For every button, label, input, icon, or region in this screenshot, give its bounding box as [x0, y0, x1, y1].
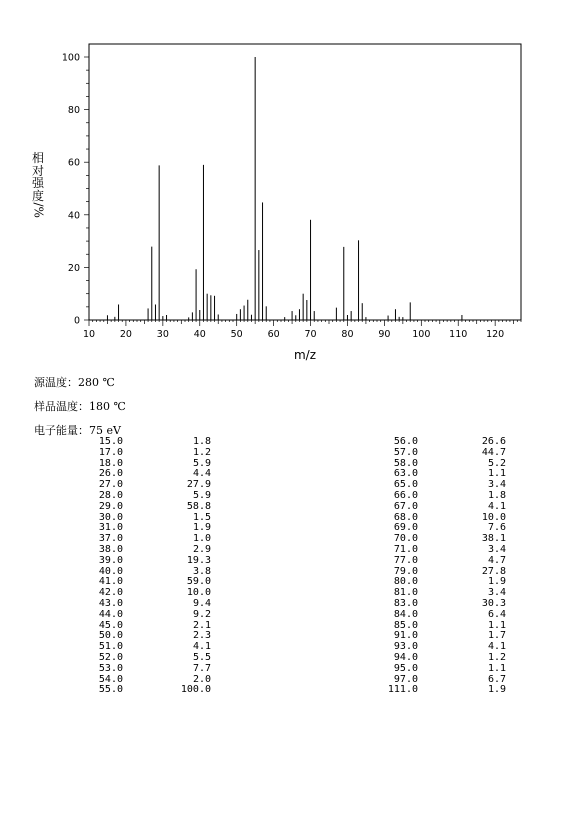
peak-mz-value: 68.0 [393, 511, 418, 523]
plot-frame [89, 44, 521, 320]
peak-intensity-value: 2.3 [192, 630, 211, 642]
peak-mz-value: 66.0 [393, 489, 418, 501]
y-axis-label-unit: /% [31, 202, 46, 218]
peak-mz-value: 42.0 [98, 587, 123, 599]
peak-mz-value: 56.0 [393, 436, 418, 447]
peak-intensity-value: 100.0 [180, 684, 211, 696]
peak-table-row [380, 685, 506, 696]
electron-energy: 电子能量：75 eV [34, 424, 121, 437]
x-tick-label: 80 [341, 329, 354, 340]
peak-mz-value: 71.0 [393, 543, 418, 555]
peak-mz-value: 41.0 [98, 576, 123, 588]
peak-mz-value: 51.0 [98, 641, 123, 653]
peak-mz-value: 93.0 [393, 641, 418, 653]
peak-mz-value: 91.0 [393, 630, 418, 642]
peak-intensity-value: 1.8 [487, 489, 506, 501]
peak-intensity-value: 7.7 [192, 662, 211, 674]
peak-intensity-value: 58.8 [186, 500, 211, 512]
x-tick-label: 90 [378, 329, 391, 340]
peak-table-row [380, 556, 506, 567]
peak-intensity-value: 27.9 [186, 479, 211, 491]
peak-mz-value: 15.0 [98, 436, 123, 447]
peak-intensity-value: 1.0 [192, 533, 211, 545]
peak-mz-value: 94.0 [393, 651, 418, 663]
source-temperature: 源温度：280 ℃ [34, 376, 115, 389]
peak-table-right [380, 437, 506, 696]
peak-mz-value: 54.0 [98, 673, 123, 685]
peak-intensity-value: 1.9 [487, 576, 506, 588]
peak-intensity-value: 5.9 [192, 457, 211, 469]
peak-mz-value: 29.0 [98, 500, 123, 512]
peak-intensity-value: 19.3 [186, 554, 211, 566]
peak-mz-value: 38.0 [98, 543, 123, 555]
peak-intensity-value: 38.1 [481, 533, 506, 545]
peak-mz-value: 70.0 [393, 533, 418, 545]
peak-mz-value: 55.0 [98, 684, 123, 696]
peak-intensity-value: 3.4 [487, 543, 506, 555]
y-tick-label: 100 [61, 52, 80, 64]
peak-intensity-value: 1.1 [487, 468, 506, 480]
y-axis-label-char-1: 相 [31, 151, 44, 165]
peak-intensity-value: 1.8 [192, 436, 211, 447]
peak-mz-value: 44.0 [98, 608, 123, 620]
y-tick-label: 80 [67, 105, 80, 117]
peak-table-row [380, 664, 506, 675]
peak-table-row [85, 664, 211, 675]
peak-intensity-value: 1.2 [487, 651, 506, 663]
peak-mz-value: 77.0 [393, 554, 418, 566]
x-tick-label: 10 [82, 329, 96, 340]
sample-temperature: 样品温度：180 ℃ [34, 400, 126, 413]
peak-intensity-value: 10.0 [186, 587, 211, 599]
peak-intensity-value: 1.5 [192, 511, 211, 523]
peak-intensity-value: 7.6 [487, 522, 506, 534]
x-tick-label: 60 [267, 329, 280, 340]
peak-mz-value: 81.0 [393, 587, 418, 599]
y-tick-label: 0 [73, 315, 80, 327]
y-axis-label-char-2: 对 [31, 163, 44, 178]
peak-table-row [85, 610, 211, 621]
peak-intensity-value: 9.2 [192, 608, 211, 620]
peak-mz-value: 45.0 [98, 619, 123, 631]
y-tick-label: 40 [67, 210, 80, 222]
peak-intensity-value: 6.7 [487, 673, 506, 685]
peak-intensity-value: 5.9 [192, 489, 211, 501]
peak-mz-value: 26.0 [98, 468, 123, 480]
x-tick-label: 120 [486, 329, 505, 340]
x-tick-label: 50 [230, 329, 243, 340]
peak-table-row [85, 556, 211, 567]
peak-table-row [85, 502, 211, 513]
y-axis-label [30, 152, 46, 217]
peak-intensity-value: 3.4 [487, 479, 506, 491]
peak-intensity-value: 5.2 [487, 457, 506, 469]
peak-mz-value: 97.0 [393, 673, 418, 685]
peak-intensity-value: 3.8 [192, 565, 211, 577]
y-tick-label: 60 [67, 157, 80, 169]
peak-mz-value: 84.0 [393, 608, 418, 620]
peak-intensity-value: 4.1 [487, 500, 506, 512]
peak-mz-value: 63.0 [393, 468, 418, 480]
peak-table-row [380, 502, 506, 513]
peak-mz-value: 37.0 [98, 533, 123, 545]
y-axis-label-char-3: 强 [31, 176, 44, 190]
peak-mz-value: 43.0 [98, 597, 123, 609]
peak-intensity-value: 4.1 [487, 641, 506, 653]
x-tick-label: 30 [156, 329, 169, 340]
peak-mz-value: 40.0 [98, 565, 123, 577]
peak-mz-value: 58.0 [393, 457, 418, 469]
y-axis-label-char-4: 度 [31, 188, 44, 203]
peak-intensity-value: 6.4 [487, 608, 506, 620]
peak-mz-value: 111.0 [387, 684, 418, 696]
peak-intensity-value: 4.4 [192, 468, 211, 480]
peak-mz-value: 39.0 [98, 554, 123, 566]
peak-intensity-value: 4.7 [487, 554, 506, 566]
peak-mz-value: 79.0 [393, 565, 418, 577]
peak-mz-value: 83.0 [393, 597, 418, 609]
x-tick-label: 40 [193, 329, 206, 340]
peak-mz-value: 52.0 [98, 651, 123, 663]
mass-spectrum-chart [0, 0, 570, 370]
peak-mz-value: 30.0 [98, 511, 123, 523]
peak-mz-value: 31.0 [98, 522, 123, 534]
peak-mz-value: 50.0 [98, 630, 123, 642]
peak-mz-value: 28.0 [98, 489, 123, 501]
x-tick-label: 70 [304, 329, 317, 340]
peak-table-row [85, 685, 211, 696]
peak-intensity-value: 26.6 [481, 436, 506, 447]
peak-table-row [380, 448, 506, 459]
peak-intensity-value: 10.0 [481, 511, 506, 523]
peak-table-row [380, 610, 506, 621]
peak-intensity-value: 30.3 [481, 597, 506, 609]
peak-mz-value: 69.0 [393, 522, 418, 534]
peak-mz-value: 17.0 [98, 446, 123, 458]
peak-intensity-value: 3.4 [487, 587, 506, 599]
peak-mz-value: 53.0 [98, 662, 123, 674]
peak-intensity-value: 4.1 [192, 641, 211, 653]
peak-intensity-value: 27.8 [481, 565, 506, 577]
peak-mz-value: 85.0 [393, 619, 418, 631]
peak-intensity-value: 1.1 [487, 662, 506, 674]
peak-mz-value: 18.0 [98, 457, 123, 469]
peak-mz-value: 67.0 [393, 500, 418, 512]
y-tick-label: 20 [67, 262, 80, 274]
peak-mz-value: 27.0 [98, 479, 123, 491]
peak-intensity-value: 5.5 [192, 651, 211, 663]
peak-mz-value: 95.0 [393, 662, 418, 674]
peak-intensity-value: 1.7 [487, 630, 506, 642]
peak-intensity-value: 9.4 [192, 597, 211, 609]
peak-mz-value: 57.0 [393, 446, 418, 458]
peak-mz-value: 80.0 [393, 576, 418, 588]
x-axis-label: m/z [293, 348, 317, 362]
peak-intensity-value: 2.1 [192, 619, 211, 631]
peak-intensity-value: 1.1 [487, 619, 506, 631]
peak-table-row [85, 448, 211, 459]
peak-intensity-value: 1.2 [192, 446, 211, 458]
peak-intensity-value: 1.9 [192, 522, 211, 534]
x-tick-label: 100 [412, 329, 431, 340]
peak-intensity-value: 1.9 [487, 684, 506, 696]
x-tick-label: 20 [119, 329, 132, 340]
x-tick-label: 110 [449, 329, 468, 340]
peak-intensity-value: 2.0 [192, 673, 211, 685]
peak-mz-value: 65.0 [393, 479, 418, 491]
peak-intensity-value: 2.9 [192, 543, 211, 555]
peak-table-left [85, 437, 211, 696]
peak-intensity-value: 44.7 [481, 446, 506, 458]
peak-intensity-value: 59.0 [186, 576, 211, 588]
